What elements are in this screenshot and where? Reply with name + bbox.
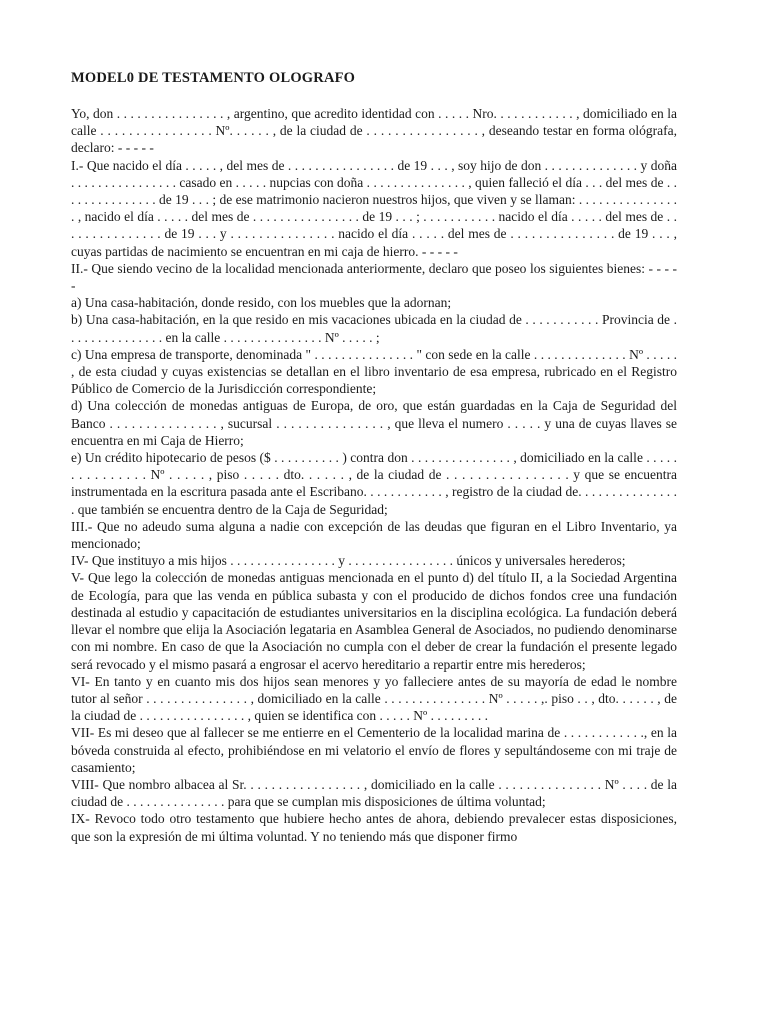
paragraph-intro: Yo, don . . . . . . . . . . . . . . . . , argentino, que acredito identidad con . . . . . Nro. . . . . . . . . . . . , domiciliado en la calle . . . . . . . . . . . . . . . . Nº. . . . . . , de la ciudad de . . . . . . . . . . . . . . . . , deseando testar en forma ológrafa, declaro: - - - - -	[71, 106, 677, 156]
document-body	[71, 105, 677, 845]
paragraph-item-a: a) Una casa-habitación, donde resido, con los muebles que la adornan;	[71, 295, 452, 311]
paragraph-clause-3: III.- Que no adeudo suma alguna a nadie con excepción de las deudas que figuran en el Libro Inventario, ya mencionado;	[71, 518, 677, 552]
paragraph-clause-9: IX- Revoco todo otro testamento que hubiere hecho antes de ahora, debiendo prevalecer estas disposiciones, que son la expresión de mi última voluntad. Y no teniendo más que disponer firmo	[71, 811, 677, 844]
paragraph-clause-1: I.- Que nacido el día . . . . . , del mes de . . . . . . . . . . . . . . . . de 19 . . . , soy hijo de don . . . . . . . . . . . . . . y doña . . . . . . . . . . . . . . . . casado en . . . . . nupcias con doña . . . . . . . . . . . . . . . , quien falleció el día . . . del mes de . . . . . . . . . . . . . . . de 19 . . . ; de ese matrimonio nacieron nuestros hijos, que viven y se llaman: . . . . . . . . . . . . . . . . , nacido el día . . . . . del mes de . . . . . . . . . . . . . . . . de 19 . . . ; . . . . . . . . . . . nacido el día . . . . . del mes de . . . . . . . . . . . . . . . de 19 . . . y . . . . . . . . . . . . . . . nacido el día . . . . . del mes de . . . . . . . . . . . . . . . de 19 . . . , cuyas partidas de nacimiento se encuentran en mi caja de hierro. - - - - -	[71, 157, 677, 259]
document-title: MODEL0 DE TESTAMENTO OLOGRAFO	[71, 70, 356, 86]
paragraph-clause-6: VI- En tanto y en cuanto mis dos hijos sean menores y yo falleciere antes de su mayoría de edad le nombre tutor al señor . . . . . . . . . . . . . . . , domiciliado en la calle . . . . . . . . . . . . . . . Nº . . . . . ,. piso . . , dto. . . . . . , de la ciudad de . . . . . . . . . . . . . . . . , quien se identifica con . . . . . Nº . . . . . . . . .	[71, 673, 677, 724]
paragraph-item-c: c) Una empresa de transporte, denominada " . . . . . . . . . . . . . . . " con sede en la calle . . . . . . . . . . . . . . Nº . . . . . , de esta ciudad y cuyas existencias se detallan en el libro inventario de esa empresa, rubricado en el Registro Público de Comercio de la Jurisdicción correspondiente;	[71, 346, 677, 397]
paragraph-clause-4: IV- Que instituyo a mis hijos . . . . . . . . . . . . . . . . y . . . . . . . . . . . . . . . . únicos y universales herederos;	[71, 553, 626, 569]
paragraph-item-b: b) Una casa-habitación, en la que resido en mis vacaciones ubicada en la ciudad de . . . . . . . . . . . Provincia de . . . . . . . . . . . . . . . en la calle . . . . . . . . . . . . . . . Nº . . . . . ;	[71, 312, 677, 345]
paragraph-item-e: e) Un crédito hipotecario de pesos ($ . . . . . . . . . . ) contra don . . . . . . . . . . . . . . . , domiciliado en la calle . . . . . . . . . . . . . . . Nº . . . . . , piso . . . . . dto. . . . . . , de la ciudad de . . . . . . . . . . . . . . . . y que se encuentra instrumentada en la escritura pasada ante el Escribano. . . . . . . . . . . . , registro de la ciudad de. . . . . . . . . . . . . . . . que también se encuentra dentro de la Caja de Seguridad;	[71, 450, 677, 517]
paragraph-clause-2: II.- Que siendo vecino de la localidad mencionada anteriormente, declaro que poseo los siguientes bienes: - - - - -	[71, 260, 677, 294]
paragraph-clause-8: VIII- Que nombro albacea al Sr. . . . . . . . . . . . . . . . . , domiciliado en la calle . . . . . . . . . . . . . . . Nº . . . . de la ciudad de . . . . . . . . . . . . . . . para que se cumplan mis disposiciones de última voluntad;	[71, 776, 677, 810]
paragraph-clause-5: V- Que lego la colección de monedas antiguas mencionada en el punto d) del título II, a la Sociedad Argentina de Ecología, para que las venda en pública subasta y con el producido de dichos fondos cree una fundación destinada al estudio y capacitación de estudiantes universitarios en la disciplina ecológica. La fundación deberá llevar el nombre que elija la Asociación legataria en Asamblea General de Asociados, no pudiendo denominarse con mi nombre. En caso de que la Asociación no cumpla con el deber de crear la fundación el presente legado será revocado y el mismo pasará a engrosar el acervo hereditario a repartir entre mis herederos;	[71, 570, 677, 672]
document-page	[71, 70, 677, 845]
paragraph-clause-7: VII- Es mi deseo que al fallecer se me entierre en el Cementerio de la localidad marina de . . . . . . . . . . . ., en la bóveda construida al efecto, prohibiéndose en mi velatorio el envío de flores y sepultándoseme con mi traje de casamiento;	[71, 725, 677, 775]
paragraph-item-d: d) Una colección de monedas antiguas de Europa, de oro, que están guardadas en la Caja de Seguridad del Banco . . . . . . . . . . . . . . . , sucursal . . . . . . . . . . . . . . . , que lleva el numero . . . . . y una de cuyas llaves se encuentra en mi Caja de Hierro;	[71, 398, 677, 448]
